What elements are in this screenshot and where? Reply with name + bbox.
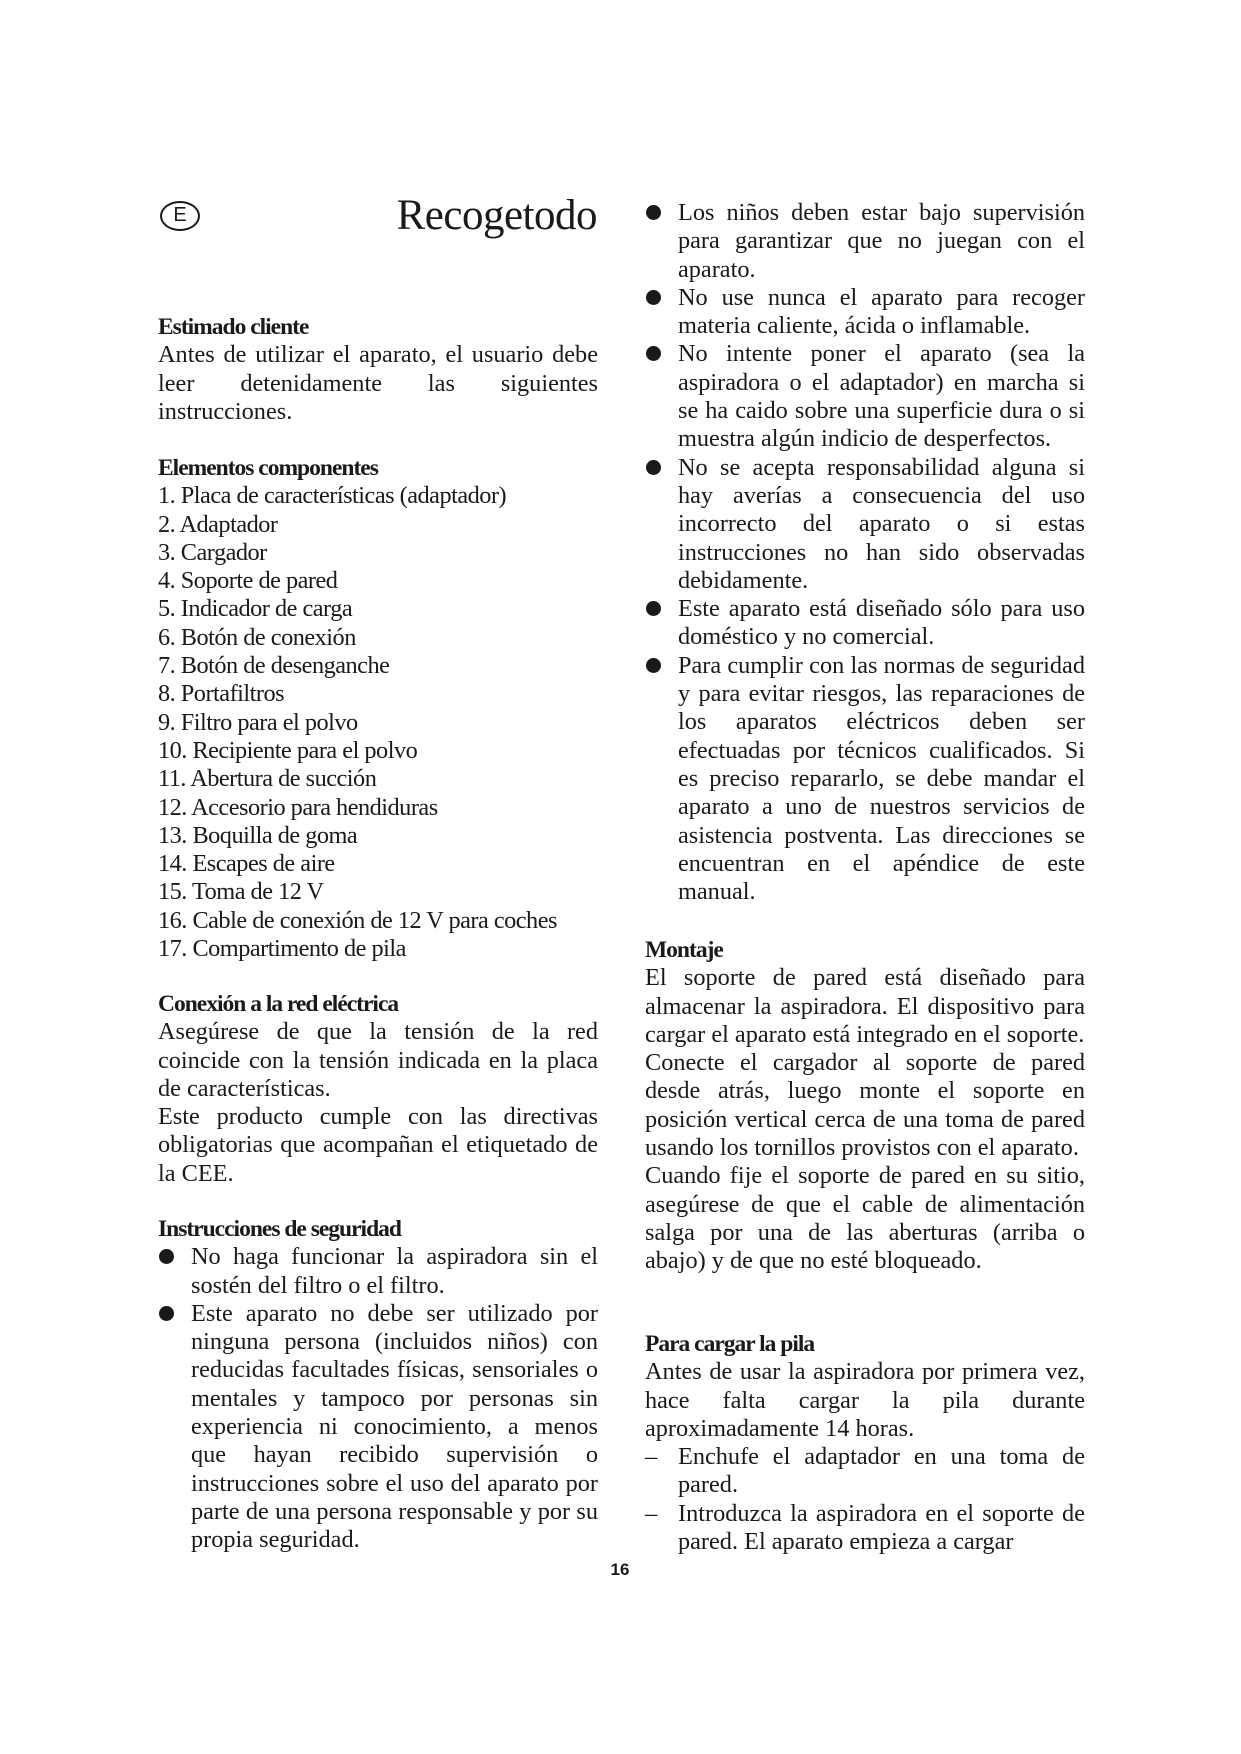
list-item: 13. Boquilla de goma — [158, 821, 358, 849]
list-item: 15. Toma de 12 V — [158, 878, 324, 906]
list-item: 8. Portafiltros — [158, 680, 285, 708]
mounting-paragraph: Cuando fije el soporte de pared en su sitio, asegúrese de que el cable de alimentación salga por una de las aberturas (arriba o abajo) y de que no esté bloqueado. — [645, 1162, 1085, 1275]
intro-section — [158, 313, 598, 426]
list-item: 4. Soporte de pared — [158, 567, 338, 595]
components-heading: Elementos componentes — [158, 455, 378, 481]
list-item: Este aparato está diseñado sólo para uso doméstico y no comercial. — [645, 595, 1085, 652]
page-number: 16 — [610, 1560, 630, 1579]
bullet-icon — [159, 1306, 174, 1321]
list-item: 7. Botón de desenganche — [158, 652, 390, 680]
list-item: 3. Cargador — [158, 538, 267, 566]
list-item: 9. Filtro para el polvo — [158, 708, 358, 736]
bullet-icon — [646, 658, 661, 673]
dash-marker: – — [645, 1443, 658, 1471]
intro-heading: Estimado cliente — [158, 314, 309, 340]
list-item: 12. Accesorio para hendiduras — [158, 793, 438, 821]
list-item: 11. Abertura de succión — [158, 765, 377, 793]
charging-text: Antes de usar la aspiradora por primera vez, hace falta cargar la pila durante aproximadamente 14 horas. — [645, 1358, 1085, 1442]
charging-steps — [645, 1443, 1085, 1556]
bullet-icon — [646, 601, 661, 616]
list-item: Para cumplir con las normas de seguridad y para evitar riesgos, las reparaciones de los aparatos eléctricos deben ser efectuadas por técnicos cualificados. Si es preciso repararlo, se debe mandar el aparato a uno de nuestros servicios de asistencia postventa. Las direcciones se encuentran en el apéndice de este manual. — [645, 652, 1085, 907]
components-section — [158, 454, 598, 963]
list-item: No se acepta responsabilidad alguna si hay averías a consecuencia del uso incorrecto del aparato o si estas instrucciones no han sido observadas debidamente. — [645, 454, 1085, 595]
safety-list — [158, 1243, 598, 1554]
list-item: 5. Indicador de carga — [158, 595, 353, 623]
components-list — [158, 482, 598, 963]
list-item: 14. Escapes de aire — [158, 850, 335, 878]
bullet-icon — [646, 205, 661, 220]
list-item: 2. Adaptador — [158, 510, 278, 538]
mounting-paragraph: El soporte de pared está diseñado para almacenar la aspiradora. El dispositivo para cargar el aparato está integrado en el soporte. — [645, 964, 1085, 1048]
list-item: 1. Placa de características (adaptador) — [158, 482, 507, 510]
list-item: Este aparato no debe ser utilizado por ninguna persona (incluidos niños) con reducidas facultades físicas, sensoriales o mentales y tampoco por personas sin experiencia ni conocimiento, a menos que hayan recibido supervisión o instrucciones sobre el uso del aparato por parte de una persona responsable y por su propia seguridad. — [158, 1300, 598, 1555]
list-item: 6. Botón de conexión — [158, 623, 356, 651]
list-item: – Introduzca la aspiradora en el soporte de pared. El aparato empieza a cargar — [645, 1499, 1085, 1556]
safety-section — [158, 1215, 598, 1555]
safety-continued-section — [645, 199, 1085, 906]
list-item: 16. Cable de conexión de 12 V para coches — [158, 906, 557, 934]
list-item: Los niños deben estar bajo supervisión para garantizar que no juegan con el aparato. — [645, 199, 1085, 284]
mounting-heading: Montaje — [645, 937, 723, 963]
page-title: Recogetodo — [396, 192, 597, 239]
intro-text: Antes de utilizar el aparato, el usuario debe leer detenidamente las siguientes instrucciones. — [158, 341, 598, 425]
mounting-paragraph: Conecte el cargador al soporte de pared desde atrás, luego monte el soporte en posición vertical cerca de una toma de pared usando los tornillos provistos con el aparato. — [645, 1049, 1085, 1162]
bullet-icon — [646, 460, 661, 475]
language-badge: E — [160, 201, 200, 231]
list-item: No intente poner el aparato (sea la aspiradora o el adaptador) en marcha si se ha caido sobre una superficie dura o si muestra algún indicio de desperfectos. — [645, 340, 1085, 453]
power-paragraph: Asegúrese de que la tensión de la red coincide con la tensión indicada en la placa de características. — [158, 1018, 598, 1102]
list-item: No haga funcionar la aspiradora sin el sostén del filtro o el filtro. — [158, 1243, 598, 1300]
bullet-icon — [159, 1249, 174, 1264]
list-item: 10. Recipiente para el polvo — [158, 736, 418, 764]
charging-section — [645, 1330, 1085, 1556]
list-item: No use nunca el aparato para recoger materia caliente, ácida o inflamable. — [645, 284, 1085, 341]
safety-continued-list — [645, 199, 1085, 906]
mounting-section — [645, 936, 1085, 1276]
charging-heading: Para cargar la pila — [645, 1331, 815, 1357]
power-paragraph: Este producto cumple con las directivas obligatorias que acompañan el etiquetado de la CEE. — [158, 1103, 598, 1187]
list-item: 17. Compartimento de pila — [158, 935, 406, 963]
bullet-icon — [646, 346, 661, 361]
bullet-icon — [646, 290, 661, 305]
dash-marker: – — [645, 1499, 658, 1527]
safety-heading: Instrucciones de seguridad — [158, 1216, 401, 1242]
power-section — [158, 990, 598, 1188]
list-item: – Enchufe el adaptador en una toma de pared. — [645, 1443, 1085, 1499]
power-heading: Conexión a la red eléctrica — [158, 991, 399, 1017]
